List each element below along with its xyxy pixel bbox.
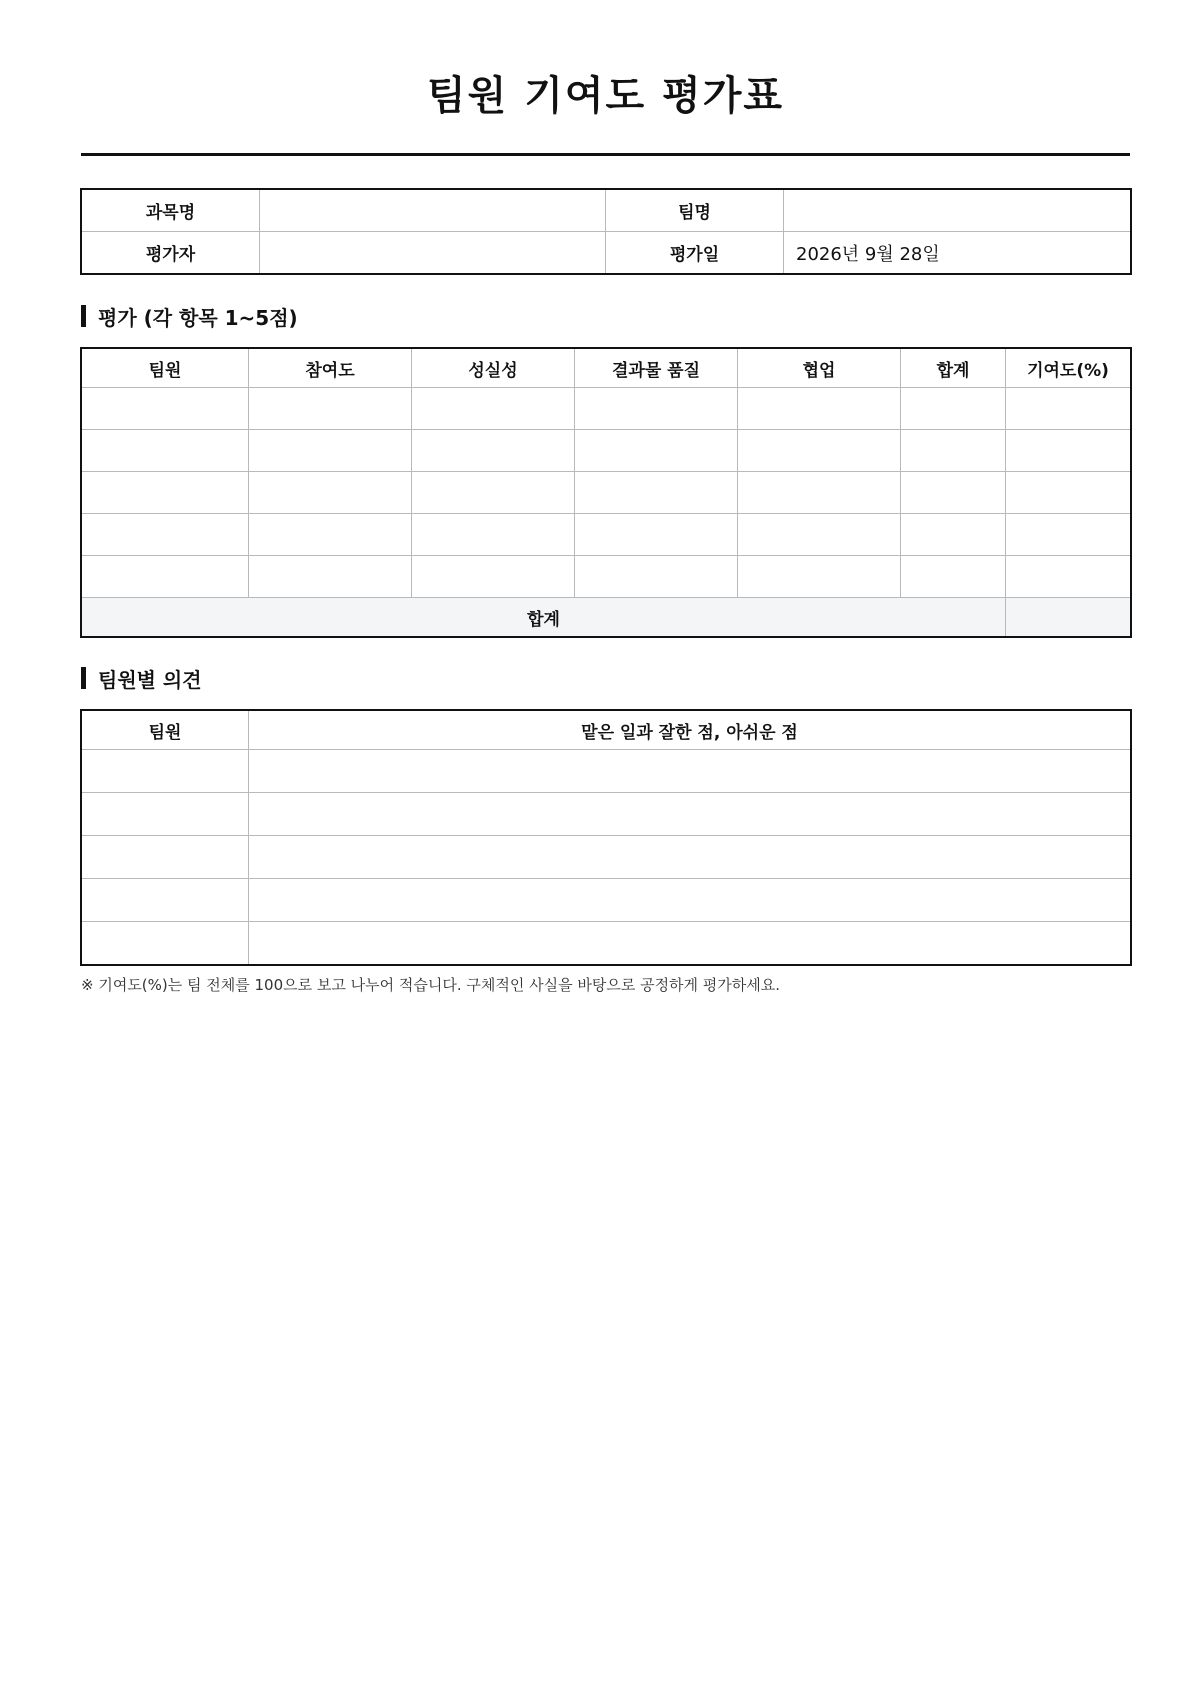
comment-cell[interactable] (249, 879, 1131, 922)
participation-cell[interactable] (249, 430, 412, 472)
sum-cell[interactable] (901, 556, 1006, 598)
collaboration-cell[interactable] (738, 472, 901, 514)
member-cell[interactable] (82, 750, 249, 793)
participation-cell[interactable] (249, 472, 412, 514)
heading-marker (81, 305, 86, 327)
evaluation-row (82, 472, 1131, 514)
member-cell[interactable] (82, 836, 249, 879)
heading-marker (81, 667, 86, 689)
comments-table (81, 710, 1131, 965)
diligence-cell[interactable] (412, 430, 575, 472)
quality-cell[interactable] (575, 556, 738, 598)
course-label: 과목명 (82, 190, 260, 232)
quality-cell[interactable] (575, 388, 738, 430)
col-header-diligence: 성실성 (412, 349, 575, 388)
comment-row (82, 793, 1131, 836)
col-header-member: 팀원 (82, 711, 249, 750)
member-cell[interactable] (82, 879, 249, 922)
contribution-cell[interactable] (1006, 472, 1131, 514)
col-header-member: 팀원 (82, 349, 249, 388)
col-header-contribution: 기여도(%) (1006, 349, 1131, 388)
comment-row (82, 750, 1131, 793)
diligence-cell[interactable] (412, 388, 575, 430)
contribution-cell[interactable] (1006, 388, 1131, 430)
team-label: 팀명 (606, 190, 784, 232)
contribution-cell[interactable] (1006, 514, 1131, 556)
member-cell[interactable] (82, 922, 249, 965)
col-header-sum: 합계 (901, 349, 1006, 388)
participation-cell[interactable] (249, 514, 412, 556)
evaluation-row (82, 514, 1131, 556)
member-cell[interactable] (82, 430, 249, 472)
diligence-cell[interactable] (412, 472, 575, 514)
evaluator-label: 평가자 (82, 232, 260, 274)
date-label: 평가일 (606, 232, 784, 274)
evaluation-row (82, 388, 1131, 430)
total-contribution-cell[interactable] (1006, 598, 1131, 637)
info-table (81, 189, 1131, 274)
member-cell[interactable] (82, 472, 249, 514)
comment-row (82, 922, 1131, 965)
total-row (82, 598, 1131, 637)
info-row (82, 232, 1131, 274)
comments-header-row (82, 711, 1131, 750)
total-label: 합계 (82, 598, 1006, 637)
comment-cell[interactable] (249, 793, 1131, 836)
comments-heading-text: 팀원별 의견 (98, 667, 202, 692)
team-field[interactable] (784, 190, 1131, 232)
course-field[interactable] (260, 190, 606, 232)
evaluation-header-row (82, 349, 1131, 388)
evaluation-table (81, 348, 1131, 637)
quality-cell[interactable] (575, 514, 738, 556)
sum-cell[interactable] (901, 514, 1006, 556)
quality-cell[interactable] (575, 472, 738, 514)
evaluation-heading-text: 평가 (각 항목 1~5점) (98, 305, 298, 330)
evaluator-field[interactable] (260, 232, 606, 274)
comments-heading (81, 666, 202, 690)
col-header-participation: 참여도 (249, 349, 412, 388)
member-cell[interactable] (82, 514, 249, 556)
comment-row (82, 879, 1131, 922)
quality-cell[interactable] (575, 430, 738, 472)
collaboration-cell[interactable] (738, 556, 901, 598)
title-divider (81, 153, 1130, 156)
member-cell[interactable] (82, 793, 249, 836)
col-header-comment: 맡은 일과 잘한 점, 아쉬운 점 (249, 711, 1131, 750)
col-header-quality: 결과물 품질 (575, 349, 738, 388)
diligence-cell[interactable] (412, 556, 575, 598)
collaboration-cell[interactable] (738, 514, 901, 556)
date-field[interactable]: 2026년 9월 28일 (784, 232, 1131, 274)
info-row (82, 190, 1131, 232)
comment-cell[interactable] (249, 750, 1131, 793)
comment-cell[interactable] (249, 922, 1131, 965)
member-cell[interactable] (82, 556, 249, 598)
sum-cell[interactable] (901, 388, 1006, 430)
sum-cell[interactable] (901, 430, 1006, 472)
footnote: ※ 기여도(%)는 팀 전체를 100으로 보고 나누어 적습니다. 구체적인 사실을 바탕으로 공정하게 평가하세요. (81, 976, 781, 994)
evaluation-heading (81, 304, 298, 328)
contribution-cell[interactable] (1006, 430, 1131, 472)
diligence-cell[interactable] (412, 514, 575, 556)
member-cell[interactable] (82, 388, 249, 430)
collaboration-cell[interactable] (738, 388, 901, 430)
comment-cell[interactable] (249, 836, 1131, 879)
evaluation-row (82, 430, 1131, 472)
participation-cell[interactable] (249, 388, 412, 430)
participation-cell[interactable] (249, 556, 412, 598)
contribution-cell[interactable] (1006, 556, 1131, 598)
page-title: 팀원 기여도 평가표 (427, 73, 784, 119)
evaluation-row (82, 556, 1131, 598)
collaboration-cell[interactable] (738, 430, 901, 472)
col-header-collaboration: 협업 (738, 349, 901, 388)
comment-row (82, 836, 1131, 879)
sum-cell[interactable] (901, 472, 1006, 514)
